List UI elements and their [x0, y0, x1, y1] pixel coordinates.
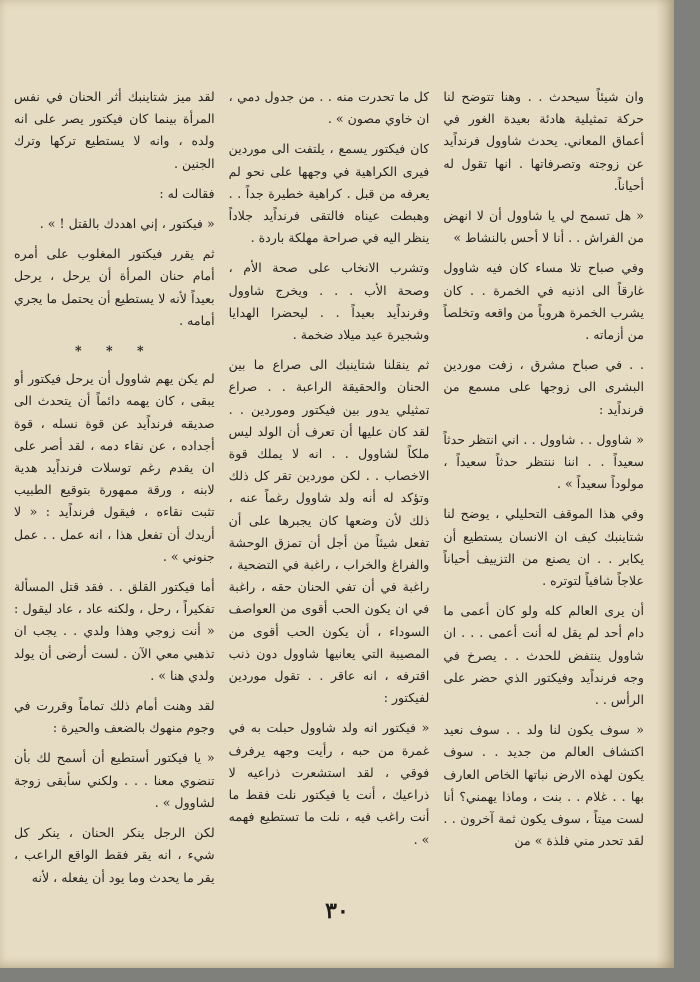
column-middle — [229, 86, 430, 886]
paragraph: « فيكتور ، إني اهددك بالقتل ! » . — [39, 216, 215, 232]
paragraph: كل ما تحدرت منه . . من جدول دمي ، ان خاوي مصون » . — [228, 89, 430, 127]
paragraph: « يا فيكتور أستطيع أن أسمح لك بأن تنضوي معنا . . . ولكني سأبقى زوجة لشاوول » . — [13, 750, 215, 810]
paragraph: وتشرب الانخاب على صحة الأم ، وصحة الأب . . . ويخرج شاوول وفرنداًيد بعيداً . . ليحضرا الهدايا وشجيرة عيد ميلاد ضخمة . — [228, 260, 430, 343]
paragraph: ثم ينقلنا شتاينبك الى صراع ما بين الحنان والحقيقة الراعبة . . صراع تمثيلي يدور بين فيكتور وموردين . . لقد كان عليها أن تعرف أن الولد ليس ملكاً لشاوول . . انه لا يملك قوة الاخصاب . . لكن موردين تقر كل ذلك وتؤكد له أنه ولد شاوول رغماً عنه ، ذلك لأن وضعها كان يجبرها على أن تفعل شيئاً من أجل أن تمزق الوحشة والفراغ والخراب ، راغبة في التضحية ، راغبة في أن تفي الحنان حقه ، راغبة في ان يكون الحب أقوى من العواصف السوداء ، أن يكون الحب أقوى من المصيبة التي يعانيها شاوول دون ذنب اقترفه ، انه عاقر . . تقول موردين لفيكتور : — [228, 357, 430, 706]
paragraph: كان فيكتور يسمع ، يلتفت الى موردين فيرى الكراهية في وجهها على نحو لم يعرفه من قبل . كراهية خطيرة جداً . . وهبطت عيناه فالتقى فرنداًيد جلاداً ينظر اليه في صراحة مهلكة باردة . — [228, 141, 430, 246]
paragraph: لقد ميز شتاينبك أثر الحنان في نفس المرأة بينما كان فيكتور يصر على انه ولده ، وانه لا يستطيع تركها وترك الجنين . — [13, 89, 215, 171]
column-right — [443, 86, 644, 886]
paragraph: لكن الرجل ينكر الحنان ، ينكر كل شيء ، انه يقر فقط الواقع الراعب ، يقر ما يحدث وما يود أن يفعله ، لأنه — [13, 825, 215, 885]
paragraph: فقالت له : — [159, 185, 215, 201]
section-separator: * * * — [75, 343, 154, 359]
paragraph: وفي صباح تلا مساء كان فيه شاوول غارقاً الى اذنيه في الخمرة . . كان يشرب الخمرة هروباً من واقعه وتخلصاً من أزماته . — [443, 260, 644, 343]
paragraph: وان شيئاً سيحدث . . وهنا تتوضح لنا حركة تمثيلية هادئة بعيدة الغور في أعماق المعاني. يحدث شاوول فرنداًيد عن زوجته وتصرفاتها . انها تقول له أحياناً. — [443, 89, 644, 193]
paragraph: « فيكتور انه ولد شاوول حبلت به في غمرة من حبه ، رأيت وجهه يرفرف فوقي ، لقد استشعرت ذراعيه لا ذراعيك ، أنت يا فيكتور نلت فقط ما أنت راغب فيه ، نلت ما تستطيع فهمه » . — [228, 720, 430, 847]
paragraph: . . في صباح مشرق ، زفت موردين البشرى الى زوجها على مسمع من فرنداًيد : — [443, 357, 644, 417]
paragraph: أما فيكتور القلق . . فقد قتل المسألة تفكيراً ، رحل ، ولكنه عاد ، عاد ليقول : « أنت زوجي وهذا ولدي . . يجب ان تذهبي معي الآن . لست أرضى أن يولد ولدي هنا » . — [13, 579, 215, 683]
page-number: ٣٠ — [325, 898, 349, 924]
text-columns — [14, 86, 644, 886]
column-left — [14, 86, 215, 886]
paragraph: لم يكن يهم شاوول أن يرحل فيكتور أو يبقى ، كان يهمه دائماً أن يتحدث الى صديقه فرنداًيد عن قوة نسله ، قوة أجداده ، عن نقاء دمه ، لقد أصر على ان يقدم رغم توسلات فرنداًيد هدية لابنه ، ورقة ممهورة بتوقيع الطبيب تثبت نقاءه ، فيقول فرنداًيد : « لا أريدك أن تفعل هذا ، انه عمل . . عمل جنوني » . — [13, 371, 215, 564]
paragraph: وفي هذا الموقف التحليلي ، يوضح لنا شتاينبك كيف ان الانسان يستطيع أن يكابر . . ان يصنع من التزييف أحياناً علاجاً شافياً لتوتره . — [443, 506, 644, 589]
paragraph: « سوف يكون لنا ولد . . سوف نعيد اكتشاف العالم من جديد . . سوف يكون لهذه الارض نباتها الخاص العارف بها . . غلام . . بنت ، وماذا يهمني؟ أنا لست ميتاً ، سوف يكون ثمة آخرون . . لقد تحدر مني فلذة » من — [443, 722, 644, 849]
paragraph: « شاوول . . شاوول . . اني انتظر حدثاً سعيداً . . اننا ننتظر حدثاً سعيداً ، مولوداً سعيداً » . — [443, 431, 644, 492]
paragraph: ثم يقرر فيكتور المغلوب على أمره أمام حنان المرأة أن يرحل ، يرحل بعيداً لأنه لا يستطيع أن يحتمل ما يجري أمامه . — [13, 246, 215, 328]
paragraph: أن يرى العالم كله ولو كان أعمى ما دام أحد لم يقل له أنت أعمى . . . ان شاوول ينتفض للحدث . . يصرخ في وجه فرنداًيد وفيكتور الذي حضر على الرأس . . — [443, 603, 644, 708]
paragraph: لقد وهنت أمام ذلك تماماً وقررت في وجوم منهوك بالضعف والحيرة : — [13, 698, 215, 736]
paragraph: « هل تسمح لي يا شاوول أن لا انهض من الفراش . . أنا لا أحس بالنشاط » — [443, 208, 644, 246]
